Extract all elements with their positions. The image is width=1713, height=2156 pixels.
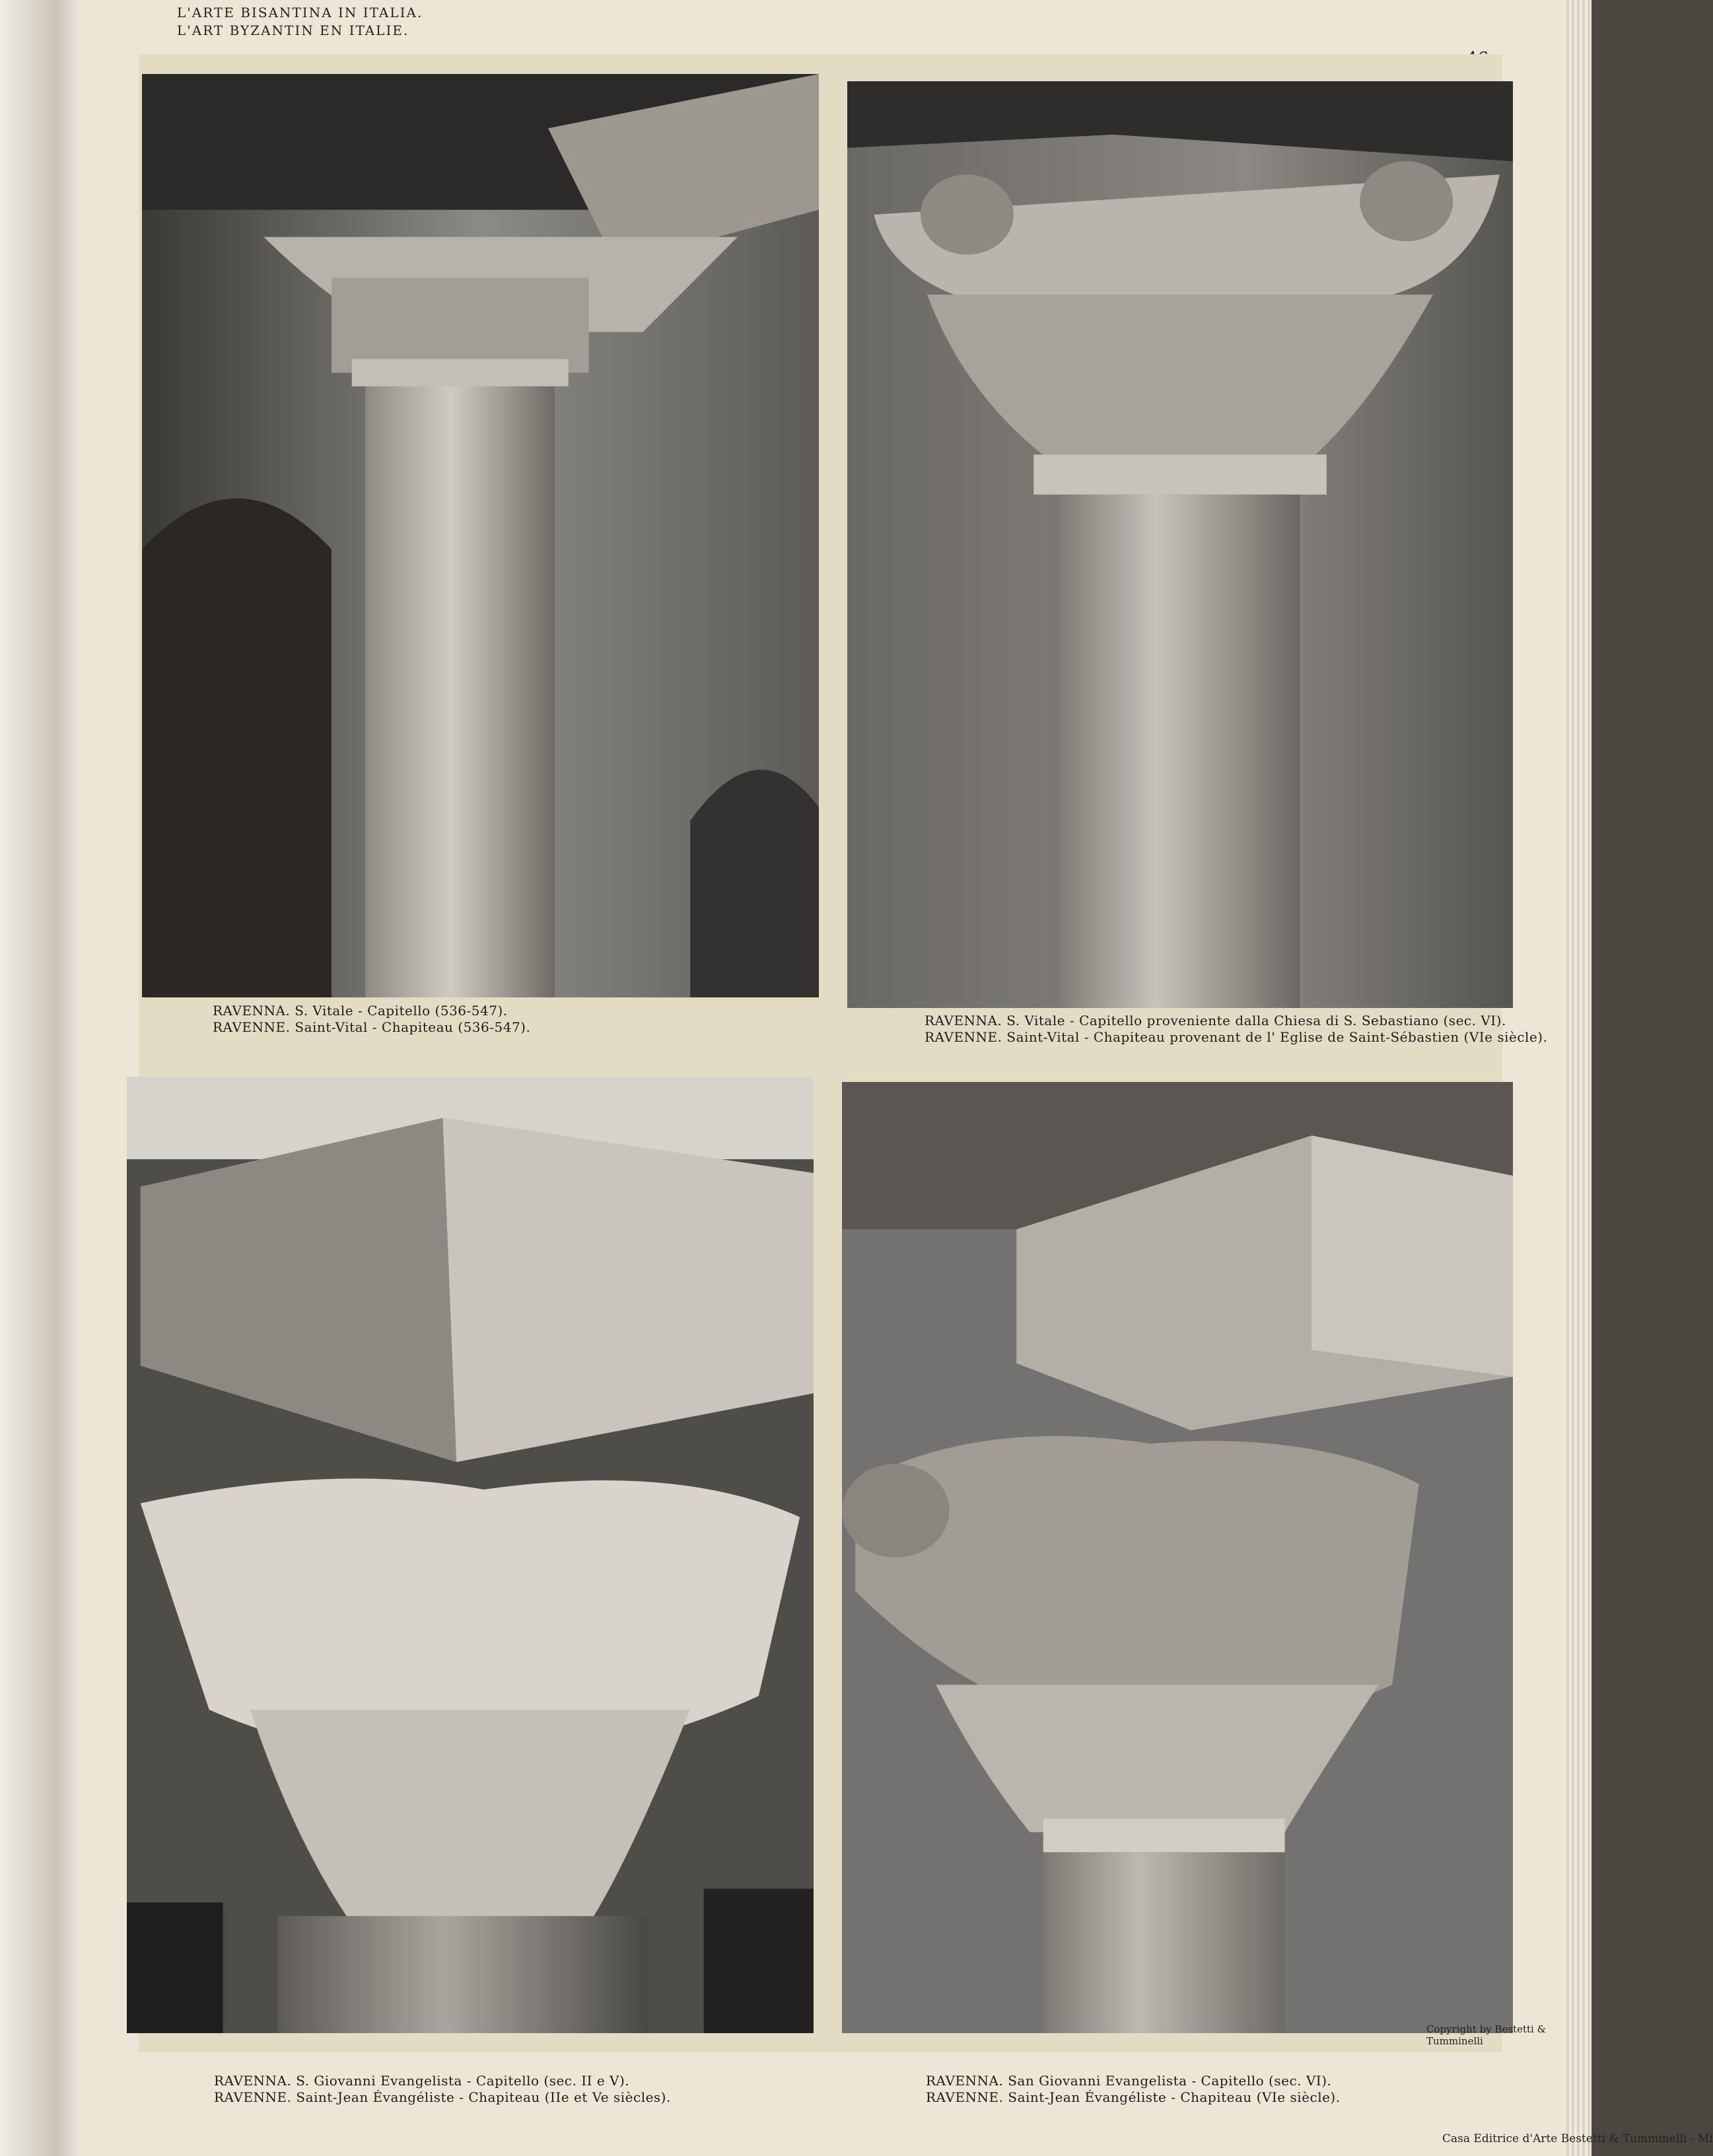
caption-italian: RAVENNA. San Giovanni Evangelista - Capitello (sec. VI). <box>926 2073 1332 2089</box>
book-page <box>79 0 1713 2156</box>
copyright-notice: Copyright by Bestetti & Tumminelli <box>1426 2023 1546 2047</box>
caption-italian: RAVENNA. S. Giovanni Evangelista - Capitello (sec. II e V). <box>214 2073 630 2089</box>
caption-italian: RAVENNA. S. Vitale - Capitello (536-547). <box>213 1003 508 1019</box>
caption-italian: RAVENNA. S. Vitale - Capitello proveniente dalla Chiesa di S. Sebastiano (sec. VI). <box>925 1013 1506 1028</box>
photo-san-vitale-capital <box>142 74 819 997</box>
caption-french: RAVENNE. Saint-Vital - Chapiteau provenant de l' Eglise de Saint-Sébastien (VIe siècle). <box>925 1029 1548 1045</box>
caption-french: RAVENNE. Saint-Jean Évangéliste - Chapiteau (IIe et Ve siècles). <box>214 2089 671 2105</box>
book-binding <box>0 0 79 2156</box>
photo-san-giovanni-capital-vi <box>842 1082 1513 2033</box>
page-edge <box>1566 0 1591 2156</box>
photo-san-giovanni-capital-ii-v <box>127 1077 814 2033</box>
caption-photo-1 <box>213 1003 530 1036</box>
header-italian: L'ARTE BISANTINA IN ITALIA. <box>177 5 423 20</box>
caption-photo-4 <box>926 2073 1341 2106</box>
header-french: L'ART BYZANTIN EN ITALIE. <box>177 22 409 38</box>
caption-photo-2 <box>925 1013 1547 1046</box>
caption-french: RAVENNE. Saint-Vital - Chapiteau (536-547). <box>213 1019 531 1035</box>
running-header <box>177 4 423 40</box>
caption-photo-3 <box>214 2073 671 2106</box>
caption-french: RAVENNE. Saint-Jean Évangéliste - Chapiteau (VIe siècle). <box>926 2089 1341 2105</box>
publisher-imprint: Casa Editrice d'Arte Bestetti & Tumminelli - Mi <box>1442 2132 1713 2145</box>
photo-san-vitale-sebastiano-capital <box>847 81 1513 1008</box>
